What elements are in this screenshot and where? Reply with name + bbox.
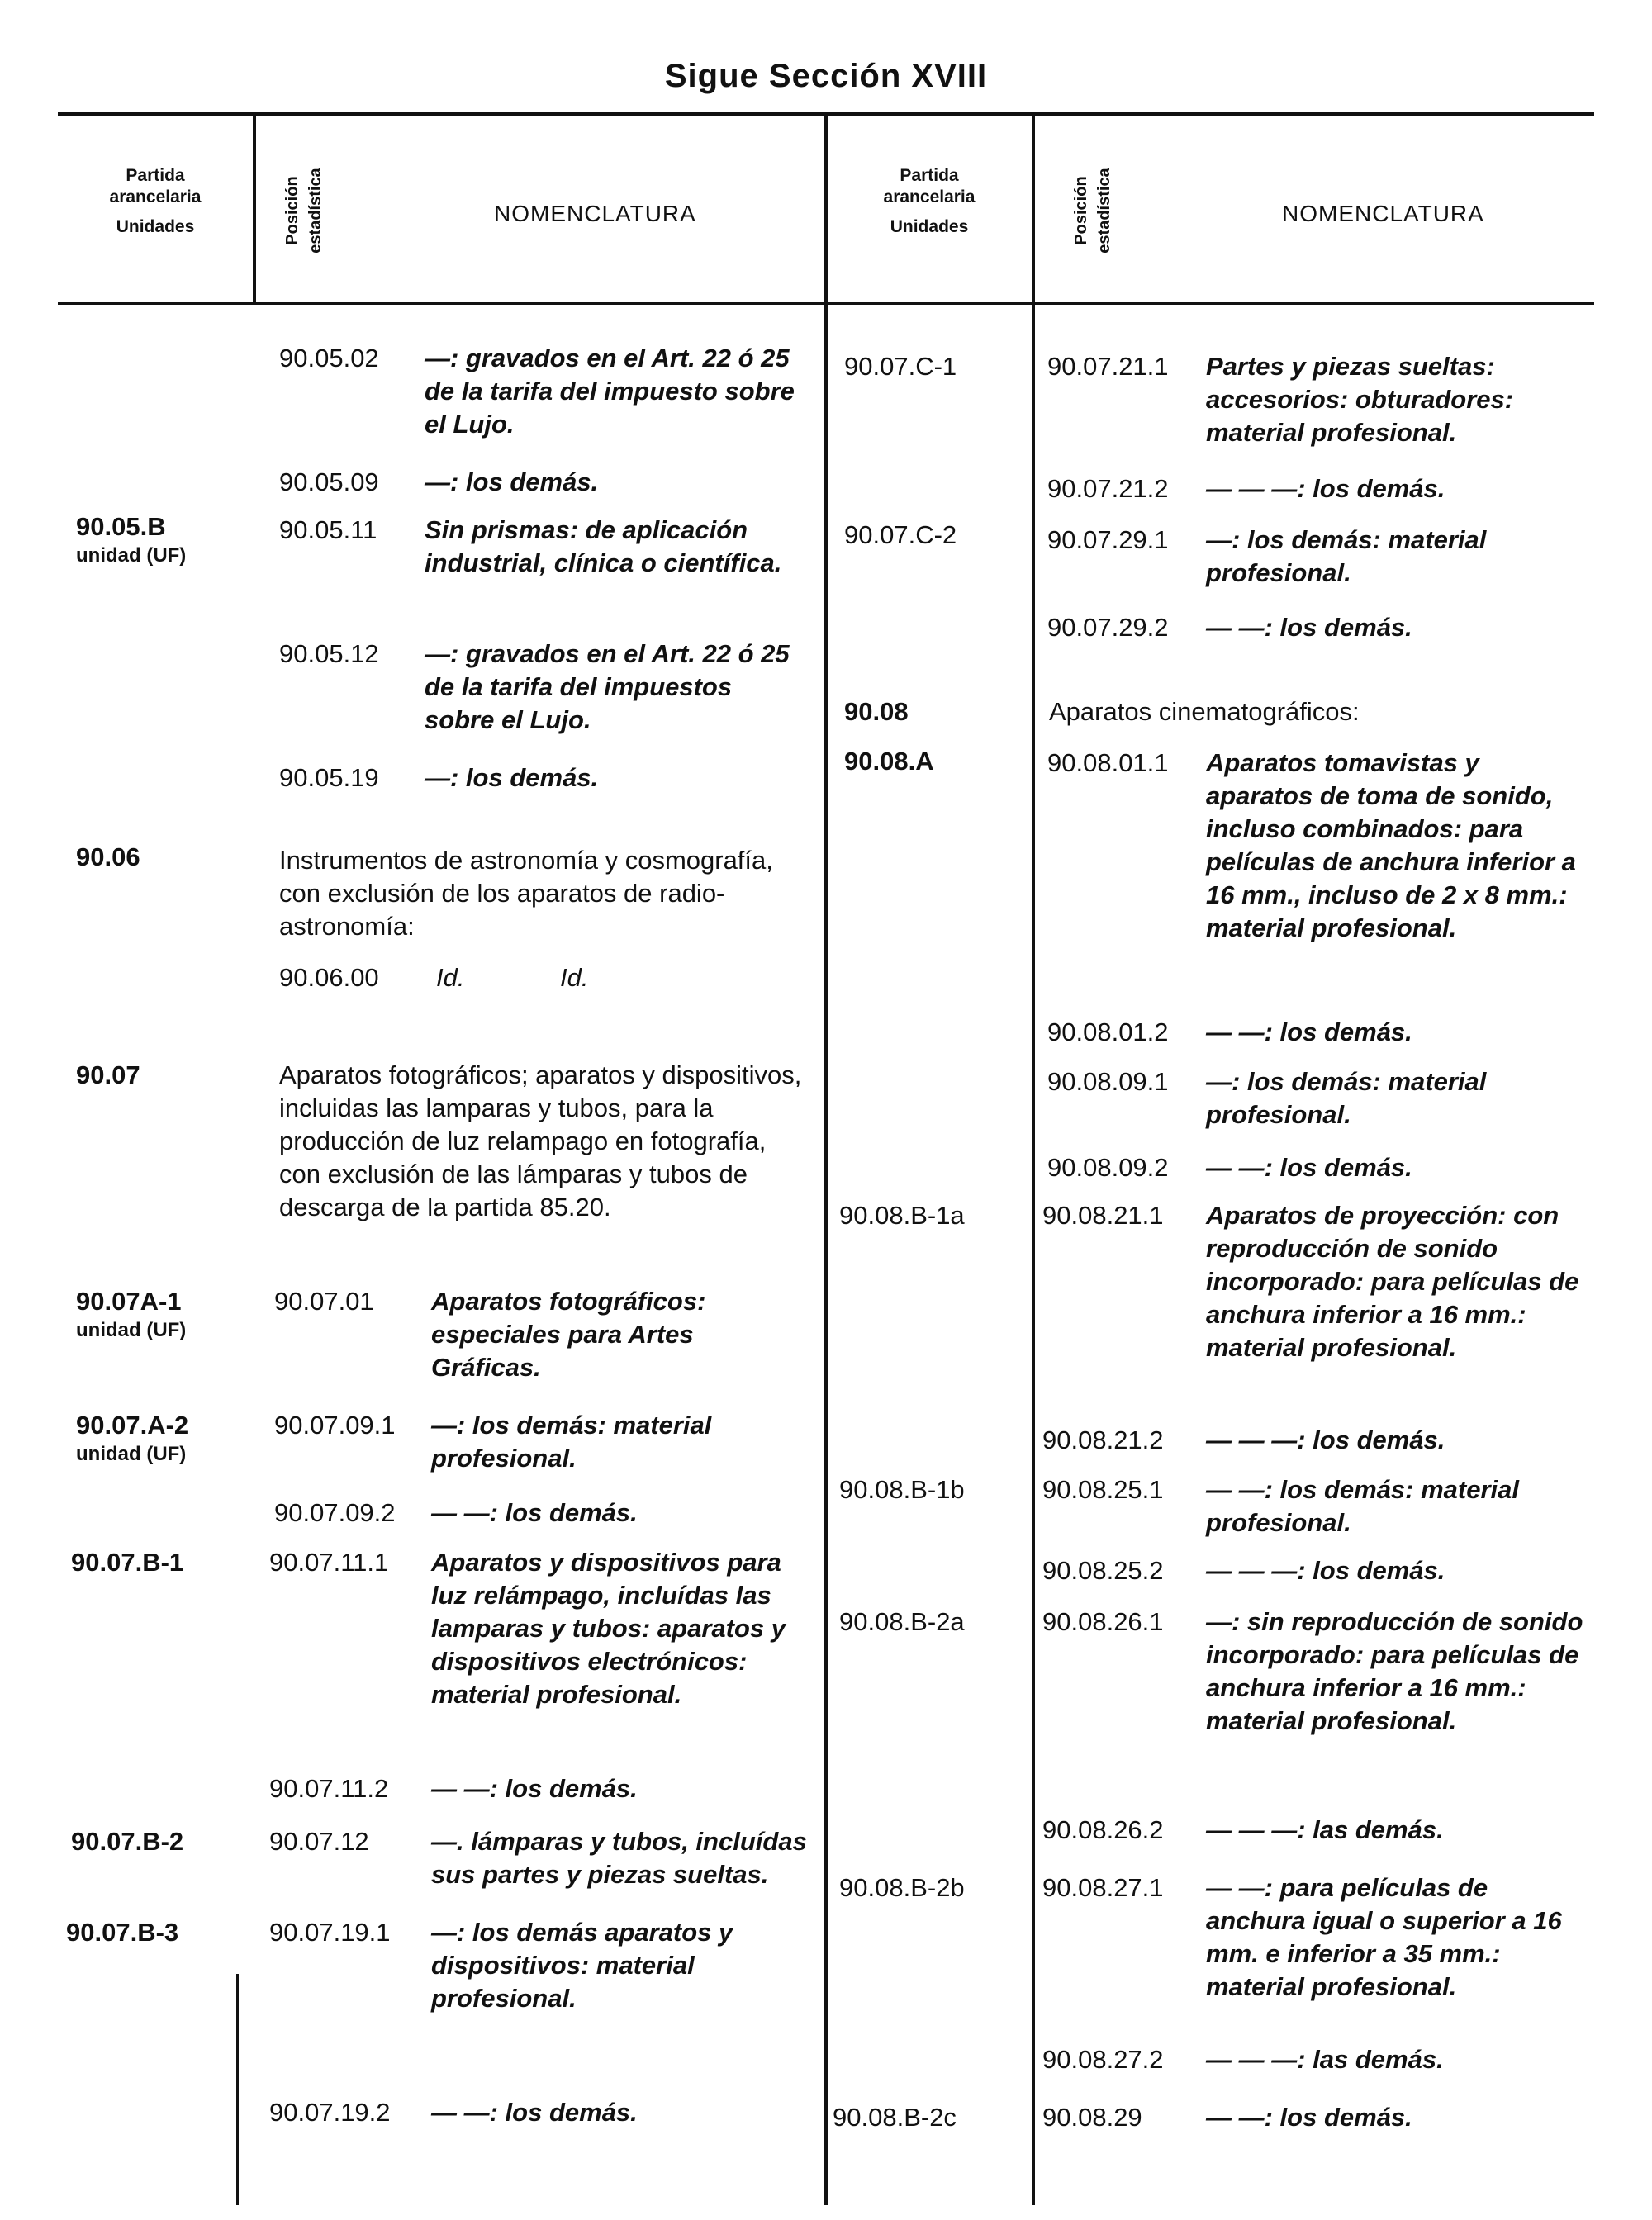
- entry-description: — —: los demás.: [1206, 1153, 1412, 1182]
- entry-description: —: gravados en el Art. 22 ó 25 de la tarifa del impuestos sobre el Lujo.: [425, 639, 790, 734]
- column-divider-2: [236, 1974, 239, 2205]
- partida-unit: unidad (UF): [76, 1319, 187, 1341]
- entry-description: — — —: las demás.: [1206, 2045, 1444, 2074]
- entry-900701: [274, 1285, 808, 1384]
- partida-9007c2: 90.07.C-2: [844, 520, 957, 549]
- entry-id-a: Id.: [436, 963, 465, 992]
- entry-description: —: los demás.: [425, 467, 599, 496]
- entry-description: —: los demás.: [425, 763, 599, 792]
- entry-description: —: los demás: material profesional.: [1206, 1067, 1487, 1129]
- header-partida-label: Partida: [126, 166, 185, 185]
- entry-code: 90.07.21.1: [1047, 352, 1169, 381]
- header-unidades-label: Unidades: [890, 217, 969, 236]
- entry-description: — —: los demás.: [1206, 1017, 1412, 1046]
- partida-9007c1: 90.07.C-1: [844, 352, 957, 381]
- partida-code: 90.07.A-2: [76, 1411, 189, 1440]
- partida-9006: [76, 841, 140, 874]
- entry-code: 90.07.29.2: [1047, 613, 1169, 642]
- entry-code: 90.08.29: [1042, 2103, 1142, 2132]
- partida-code: 90.07.B-2: [71, 1827, 184, 1856]
- entry-900600: [279, 961, 808, 994]
- entry-code: 90.08.21.1: [1042, 1201, 1164, 1230]
- entry-90080901: [1047, 1065, 1584, 1131]
- entry-code: 90.08.25.1: [1042, 1475, 1164, 1504]
- entry-description: — —: los demás: material profesional.: [1206, 1475, 1520, 1537]
- header-posicion-label: Posición: [283, 176, 301, 245]
- entry-90082602: [1042, 1814, 1584, 1847]
- entry-900512: [279, 638, 808, 737]
- entry-code: 90.08.26.1: [1042, 1607, 1164, 1636]
- column-divider-1: [253, 116, 256, 302]
- entry-90080101: [1047, 747, 1584, 945]
- partida-unit: unidad (UF): [76, 544, 187, 567]
- entry-90070902: [274, 1497, 808, 1530]
- partida-9008b1a: 90.08.B-1a: [839, 1201, 965, 1230]
- entry-id-b: Id.: [560, 963, 589, 992]
- partida-9008b1b: 90.08.B-1b: [839, 1475, 965, 1504]
- entry-description: — — —: los demás.: [1206, 474, 1446, 503]
- entry-90082102: [1042, 1424, 1584, 1457]
- partida-code: 90.07: [76, 1060, 140, 1089]
- partida-code: 90.07A-1: [76, 1287, 182, 1316]
- entry-90080102: [1047, 1016, 1584, 1049]
- entry-description: — — —: los demás.: [1206, 1425, 1446, 1454]
- entry-description: —: gravados en el Art. 22 ó 25 de la tarifa del impuesto sobre el Lujo.: [425, 344, 795, 439]
- entry-code: 90.08.27.2: [1042, 2045, 1164, 2074]
- entry-description: —. lámparas y tubos, incluídas sus partes y piezas sueltas.: [431, 1827, 807, 1889]
- entry-description: — —: los demás.: [431, 1774, 638, 1803]
- entry-code: 90.08.09.2: [1047, 1153, 1169, 1182]
- entry-description: Aparatos y dispositivos para luz relámpago, incluídas las lamparas y tubos: aparatos y dispositivos electrónicos: material profesional.: [431, 1548, 786, 1709]
- heading-9007: Aparatos fotográficos; aparatos y dispositivos, incluidas las lamparas y tubos, para la producción de luz relampago en fotografía, con exclusión de las lámparas y tubos de descarga de la partida 85.20.: [279, 1060, 802, 1221]
- entry-code: 90.07.19.2: [269, 2098, 391, 2127]
- header-posicion-label: Posición: [1072, 176, 1090, 245]
- header-partida-label: Partida: [900, 166, 959, 185]
- entry-code: 90.08.21.2: [1042, 1425, 1164, 1454]
- entry-90071101: [269, 1546, 808, 1711]
- entry-code: 90.08.01.2: [1047, 1017, 1169, 1046]
- entry-description: — —: los demás.: [1206, 2103, 1412, 2132]
- entry-code: 90.05.11: [279, 515, 377, 544]
- partida-9007a1: [76, 1285, 186, 1343]
- entry-description: — —: para películas de anchura igual o superior a 16 mm. e inferior a 35 mm.: material profesional.: [1206, 1873, 1562, 2001]
- entry-code: 90.08.01.1: [1047, 748, 1169, 777]
- entry-code: 90.07.21.2: [1047, 474, 1169, 503]
- entry-90082501: [1042, 1473, 1584, 1539]
- header-estadistica-label: estadística: [1095, 168, 1113, 254]
- header-nomenclatura-left: NOMENCLATURA: [494, 201, 696, 226]
- entry-90072101: [1047, 350, 1584, 449]
- partida-code: 90.06: [76, 842, 140, 871]
- entry-900502: [279, 342, 808, 441]
- partida-9007: [76, 1059, 140, 1092]
- page-title: Sigue Sección XVIII: [664, 58, 988, 94]
- partida-code: 90.07.B-1: [71, 1548, 184, 1577]
- entry-90072102: [1047, 472, 1584, 505]
- entry-code: 90.07.11.1: [269, 1548, 389, 1577]
- entry-900829: [1042, 2101, 1584, 2134]
- header-arancelaria-label: arancelaria: [109, 187, 202, 206]
- entry-90082701: [1042, 1871, 1584, 2004]
- entry-code: 90.07.09.1: [274, 1411, 396, 1440]
- entry-900509: [279, 466, 808, 499]
- column-divider-3: [1032, 116, 1035, 2205]
- partida-9008b2a: 90.08.B-2a: [839, 1607, 965, 1636]
- partida-9008b2b: 90.08.B-2b: [839, 1873, 965, 1902]
- entry-code: 90.07.29.1: [1047, 525, 1169, 554]
- entry-code: 90.07.11.2: [269, 1774, 389, 1803]
- entry-90082601: [1042, 1606, 1584, 1738]
- entry-code: 90.05.19: [279, 763, 379, 792]
- entry-90072901: [1047, 524, 1584, 590]
- entry-description: Aparatos fotográficos: especiales para Artes Gráficas.: [431, 1287, 706, 1382]
- entry-description: —: los demás aparatos y dispositivos: material profesional.: [431, 1918, 733, 2013]
- entry-90072902: [1047, 611, 1584, 644]
- entry-description: Partes y piezas sueltas: accesorios: obturadores: material profesional.: [1206, 352, 1514, 447]
- header-nomenclatura-right: NOMENCLATURA: [1282, 201, 1484, 226]
- partida-9008: 90.08: [844, 697, 909, 726]
- entry-description: — —: los demás.: [431, 1498, 638, 1527]
- partida-9007a2: [76, 1409, 188, 1467]
- header-partida-left: [58, 165, 253, 238]
- entry-description: — — —: las demás.: [1206, 1815, 1444, 1844]
- entry-description: Aparatos tomavistas y aparatos de toma de sonido, incluso combinados: para películas de anchura inferior a 16 mm., incluso de 2 x 8 mm.: material profesional.: [1206, 748, 1576, 942]
- entry-90071102: [269, 1772, 808, 1805]
- partida-code: 90.07.B-3: [66, 1918, 179, 1947]
- entry-code: 90.08.27.1: [1042, 1873, 1164, 1902]
- entry-90080902: [1047, 1151, 1584, 1184]
- entry-description: Aparatos de proyección: con reproducción de sonido incorporado: para películas de anchura inferior a 16 mm.: material profesional.: [1206, 1201, 1579, 1362]
- entry-90082101: [1042, 1199, 1584, 1364]
- entry-90071901: [269, 1916, 808, 2015]
- entry-900712: [269, 1825, 808, 1891]
- entry-code: 90.07.12: [269, 1827, 369, 1856]
- partida-9005b: [76, 510, 186, 568]
- entry-90070901: [274, 1409, 808, 1475]
- entry-description: Sin prismas: de aplicación industrial, clínica o científica.: [425, 515, 782, 577]
- header-posicion-left: [281, 128, 329, 293]
- header-unidades-label: Unidades: [116, 217, 195, 236]
- center-divider: [824, 116, 828, 2205]
- partida-code: 90.05.B: [76, 512, 166, 541]
- entry-code: 90.07.19.1: [269, 1918, 391, 1947]
- entry-description: —: sin reproducción de sonido incorporado: para películas de anchura inferior a 16 mm.: material profesional.: [1206, 1607, 1583, 1735]
- partida-unit: unidad (UF): [76, 1443, 187, 1465]
- partida-9008b2c: 90.08.B-2c: [833, 2103, 957, 2132]
- entry-90082702: [1042, 2043, 1584, 2076]
- entry-description: —: los demás: material profesional.: [431, 1411, 712, 1473]
- heading-9006: Instrumentos de astronomía y cosmografía, con exclusión de los aparatos de radio-astronomía:: [279, 846, 773, 941]
- entry-900519: [279, 761, 808, 795]
- partida-9007b2: [71, 1825, 183, 1858]
- entry-90082502: [1042, 1554, 1584, 1587]
- entry-90071902: [269, 2096, 808, 2129]
- entry-code: 90.08.25.2: [1042, 1556, 1164, 1585]
- entry-description: — — —: los demás.: [1206, 1556, 1446, 1585]
- entry-code: 90.05.09: [279, 467, 379, 496]
- entry-code: 90.07.09.2: [274, 1498, 396, 1527]
- entry-code: 90.06.00: [279, 963, 379, 992]
- entry-code: 90.05.02: [279, 344, 379, 372]
- header-estadistica-label: estadística: [306, 168, 325, 254]
- partida-9007b1: [71, 1546, 183, 1579]
- heading-9008: Aparatos cinematográficos:: [1049, 697, 1360, 726]
- entry-description: —: los demás: material profesional.: [1206, 525, 1487, 587]
- entry-description: — —: los demás.: [1206, 613, 1412, 642]
- entry-description: — —: los demás.: [431, 2098, 638, 2127]
- partida-9008a: 90.08.A: [844, 747, 934, 776]
- entry-code: 90.07.01: [274, 1287, 374, 1316]
- entry-code: 90.08.09.1: [1047, 1067, 1169, 1096]
- header-arancelaria-label: arancelaria: [883, 187, 976, 206]
- entry-code: 90.08.26.2: [1042, 1815, 1164, 1844]
- entry-code: 90.05.12: [279, 639, 379, 668]
- header-partida-right: [826, 165, 1032, 238]
- partida-9007b3: [66, 1916, 178, 1949]
- entry-900511: [279, 514, 808, 580]
- header-posicion-right: [1070, 128, 1118, 293]
